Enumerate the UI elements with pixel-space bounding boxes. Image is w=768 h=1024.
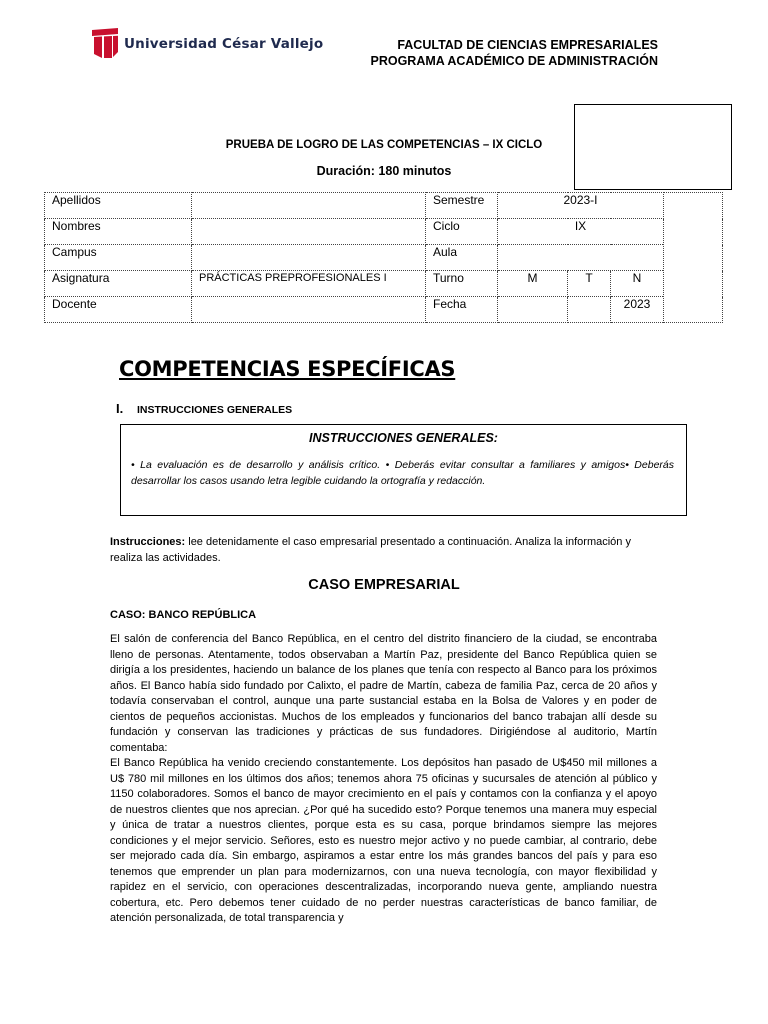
case-paragraph: El salón de conferencia del Banco República, en el centro del distrito financiero de la ciudad, se encontraba lleno de personas. Atentamente, todos observaban a Martín Paz, presidente del Banco República quien se dirigía a los presidentes, haciendo un balance de los planes que tenía con respecto al Banco para los próximos años. El Banco había sido fundado por Calixto, el padre de Martín, cabeza de familia Paz, cerca de 20 años y todavía conservaban el control, aunque una parte sustancial estaba en la Bolsa de Valores y en poder de cientos de pequeños accionistas. Muchos de los empleados y funcionarios del banco trabajan allí desde su fundación y conservan las tradiciones y prácticas de sus fundadores. Dirigiéndose al auditorio, Martín comentaba:: [110, 633, 657, 754]
asignatura-label: Asignatura: [45, 271, 192, 297]
exam-title: PRUEBA DE LOGRO DE LAS COMPETENCIAS – IX CICLO: [225, 139, 543, 151]
table-row: [45, 219, 723, 245]
case-title: CASO EMPRESARIAL: [308, 577, 460, 593]
aula-label: Aula: [426, 245, 498, 271]
turno-t[interactable]: T: [568, 271, 611, 297]
nombres-field[interactable]: [192, 219, 426, 245]
university-name: Universidad César Vallejo: [124, 36, 324, 52]
ciclo-label: Ciclo: [426, 219, 498, 245]
apellidos-field[interactable]: [192, 193, 426, 219]
fecha-day-field[interactable]: [498, 297, 568, 323]
turno-n[interactable]: N: [611, 271, 664, 297]
student-info-table: [44, 192, 723, 323]
program-name: PROGRAMA ACADÉMICO DE ADMINISTRACIÓN: [370, 54, 658, 68]
table-row: [45, 271, 723, 297]
exam-duration: Duración: 180 minutos: [316, 164, 452, 178]
instructions-paragraph: [110, 534, 656, 566]
table-row: [45, 193, 723, 219]
university-logo: [92, 28, 324, 60]
section-title: COMPETENCIAS ESPECÍFICAS: [119, 357, 456, 381]
section-number: I.: [116, 401, 124, 416]
fecha-month-field[interactable]: [568, 297, 611, 323]
campus-field[interactable]: [192, 245, 426, 271]
apellidos-label: Apellidos: [45, 193, 192, 219]
instructions-box-text: • La evaluación es de desarrollo y análisis crítico. • Deberás evitar consultar a familiares y amigos• Deberás desarrollar los casos usando letra legible cuidando la ortografía y redacción.: [131, 459, 674, 487]
fecha-label: Fecha: [426, 297, 498, 323]
fecha-year: 2023: [611, 297, 664, 323]
table-side-column: [664, 193, 723, 323]
docente-label: Docente: [45, 297, 192, 323]
campus-label: Campus: [45, 245, 192, 271]
case-name: CASO: BANCO REPÚBLICA: [110, 609, 257, 621]
table-row: [45, 245, 723, 271]
semestre-value: 2023-I: [498, 193, 664, 219]
case-body: [110, 632, 657, 924]
semestre-label: Semestre: [426, 193, 498, 219]
turno-label: Turno: [426, 271, 498, 297]
instructions-label: Instrucciones:: [110, 536, 186, 548]
asignatura-value: PRÁCTICAS PREPROFESIONALES I: [192, 271, 426, 297]
faculty-name: FACULTAD DE CIENCIAS EMPRESARIALES: [397, 38, 658, 52]
ciclo-value: IX: [498, 219, 664, 245]
instructions-box: [120, 424, 687, 516]
turno-m[interactable]: M: [498, 271, 568, 297]
docente-field[interactable]: [192, 297, 426, 323]
header-faculty-block: [371, 37, 659, 69]
instructions-text: lee detenidamente el caso empresarial presentado a continuación. Analiza la información y realiza las actividades.: [110, 536, 631, 564]
ucv-emblem-icon: [92, 28, 118, 58]
aula-field[interactable]: [498, 245, 664, 271]
section-subtitle: INSTRUCCIONES GENERALES: [137, 404, 293, 416]
case-paragraph: El Banco República ha venido creciendo constantemente. Los depósitos han pasado de U$450 mil millones a U$ 780 mil millones en los últimos dos años; tenemos ahora 75 oficinas y sucursales de atención al público y 1150 colaboradores. Somos el banco de mayor crecimiento en el país y contamos con la confianza y el apoyo de nuestros clientes que nos aprecian. ¿Por qué ha sucedido esto? Porque tenemos una manera muy especial y única de tratar a nuestros clientes, porque esta es su casa, porque brindamos siempre las mejores condiciones y el mejor servicio. Señores, esto es nuestro mejor activo y no puede cambiar, al contrario, debe ser mejorado cada día. Sin embargo, aspiramos a estar entre los más grandes bancos del país y para eso tenemos que emprender un plan para modernizarnos, con una nueva tecnología, con mayor flexibilidad y rapidez en el servicio, con operaciones descentralizadas, incorporando nueva gente, ampliando nuestra cobertura, etc. Pero debemos tener cuidado de no perder nuestras características de banco familiar, de atención personalizada, de total transparencia y: [110, 757, 657, 924]
table-row: [45, 297, 723, 323]
nombres-label: Nombres: [45, 219, 192, 245]
instructions-box-title: INSTRUCCIONES GENERALES:: [309, 431, 498, 445]
